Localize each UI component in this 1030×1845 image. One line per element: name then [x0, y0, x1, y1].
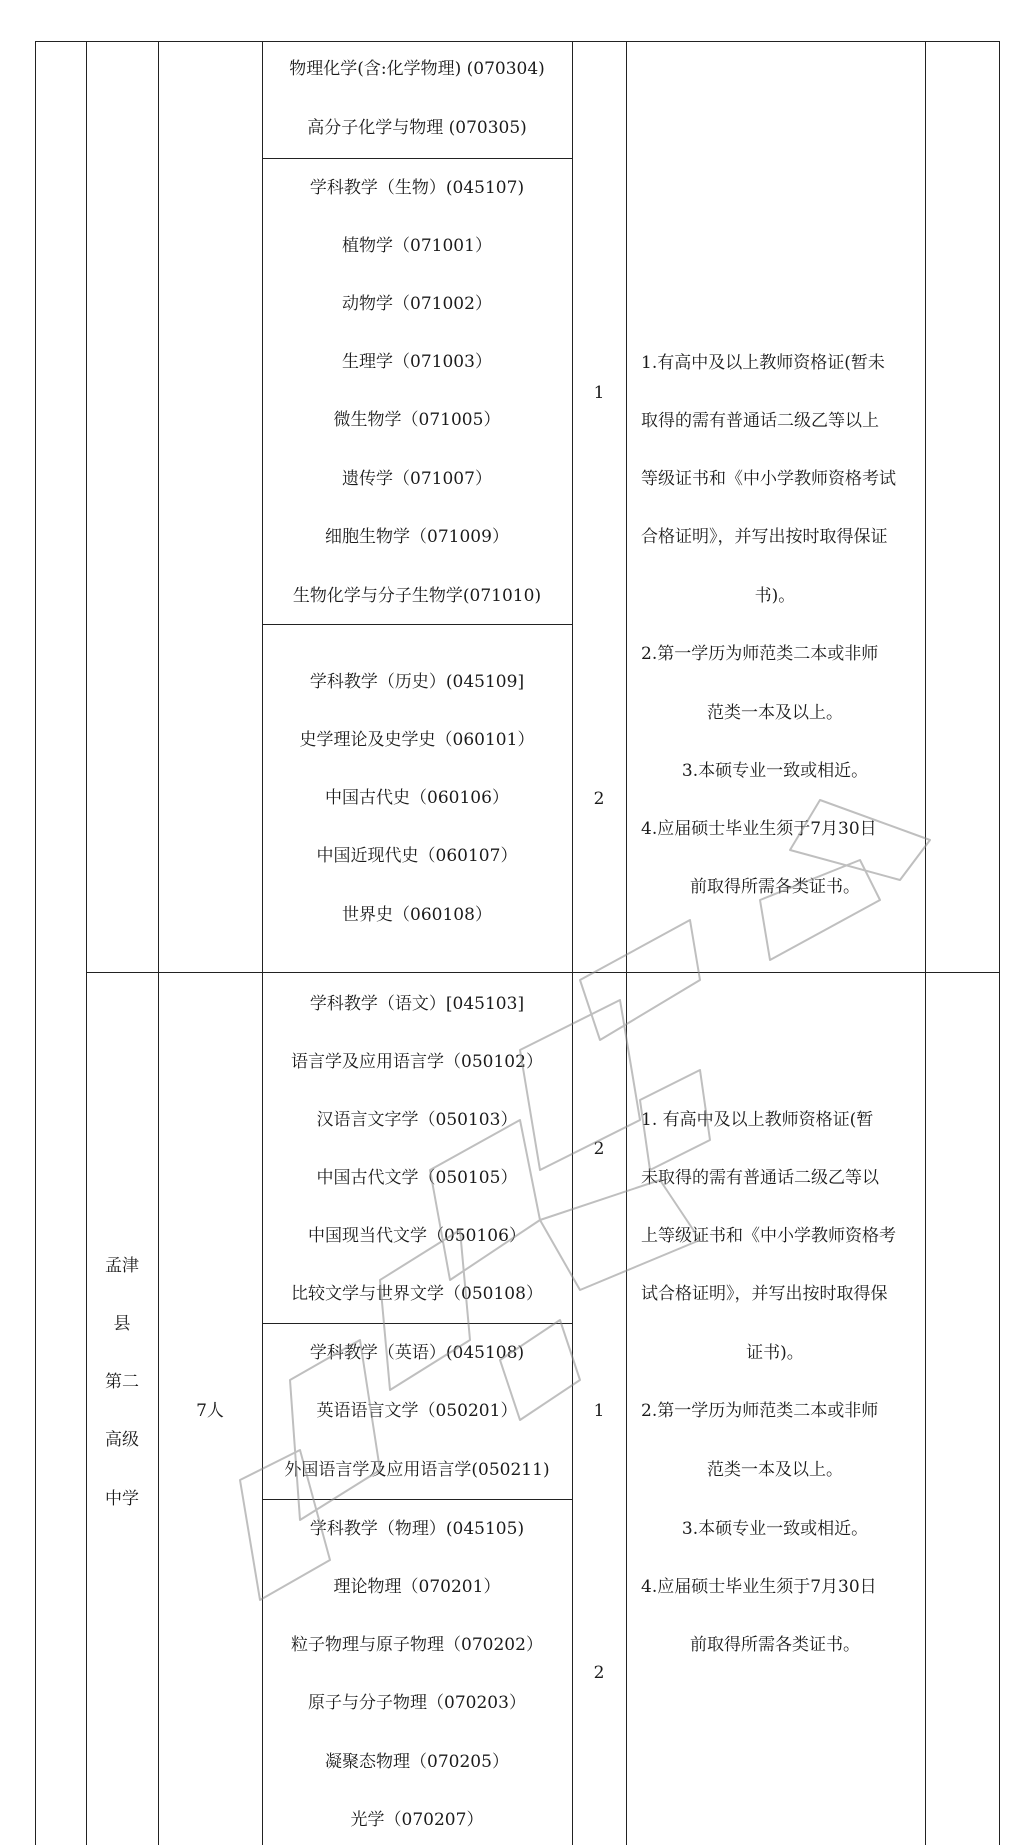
- major-item: 英语语言文学（050201）: [316, 1401, 518, 1421]
- col-line-1: [35, 41, 36, 1845]
- major-item: 微生物学（071005）: [333, 410, 501, 430]
- position-count: 1: [593, 1401, 605, 1421]
- row-divider-5: [262, 1499, 572, 1500]
- col-line-2: [86, 41, 87, 1845]
- major-item: 中国现当代文学（050106）: [308, 1226, 526, 1246]
- major-item: 学科教学（生物）(045107): [309, 178, 525, 198]
- col-line-4: [262, 41, 263, 1845]
- position-count: 2: [593, 1663, 605, 1683]
- requirement-line: 范类一本及以上。: [707, 703, 843, 723]
- major-item: 中国近现代史（060107）: [316, 846, 518, 866]
- school-name-line: 中学: [105, 1489, 139, 1509]
- requirement-line: 4.应届硕士毕业生须于7月30日: [641, 1577, 877, 1597]
- requirement-line: 等级证书和《中小学教师资格考试: [641, 469, 896, 489]
- requirement-line: 2.第一学历为师范类二本或非师: [641, 1401, 879, 1421]
- row-divider-2: [262, 624, 572, 625]
- col-line-8: [999, 41, 1000, 1845]
- major-item: 学科教学（英语）(045108): [309, 1343, 525, 1363]
- major-item: 比较文学与世界文学（050108）: [291, 1284, 543, 1304]
- col-line-7: [925, 41, 926, 1845]
- major-item: 细胞生物学（071009）: [325, 527, 509, 547]
- major-item: 学科教学（历史）(045109]: [309, 672, 525, 692]
- major-item: 汉语言文字学（050103）: [316, 1110, 518, 1130]
- requirement-line: 2.第一学历为师范类二本或非师: [641, 644, 879, 664]
- major-item: 史学理论及史学史（060101）: [299, 730, 535, 750]
- col-line-6: [626, 41, 627, 1845]
- major-item: 凝聚态物理（070205）: [325, 1752, 509, 1772]
- school-name-line: 县: [113, 1314, 131, 1334]
- major-item: 高分子化学与物理 (070305): [307, 118, 527, 138]
- requirement-line: 前取得所需各类证书。: [690, 877, 860, 897]
- major-item: 中国古代史（060106）: [325, 788, 509, 808]
- position-count: 2: [593, 789, 605, 809]
- requirement-line: 书)。: [754, 586, 796, 606]
- major-item: 学科教学（物理）(045105): [309, 1519, 525, 1539]
- row-divider-3: [86, 972, 999, 973]
- requirement-line: 前取得所需各类证书。: [690, 1635, 860, 1655]
- major-item: 粒子物理与原子物理（070202）: [291, 1635, 543, 1655]
- requirement-line: 1. 有高中及以上教师资格证(暂: [641, 1110, 874, 1130]
- requirement-line: 取得的需有普通话二级乙等以上: [641, 411, 879, 431]
- position-count: 1: [593, 383, 605, 403]
- requirement-line: 1.有高中及以上教师资格证(暂未: [641, 353, 885, 373]
- school-name-line: 第二: [105, 1372, 139, 1392]
- headcount: 7人: [196, 1401, 224, 1421]
- requirement-line: 证书)。: [746, 1343, 804, 1363]
- col-line-5: [572, 41, 573, 1845]
- major-item: 生物化学与分子生物学(071010): [292, 586, 542, 606]
- major-item: 理论物理（070201）: [333, 1577, 501, 1597]
- requirement-line: 3.本硕专业一致或相近。: [681, 761, 869, 781]
- major-item: 动物学（071002）: [342, 294, 492, 314]
- school-name-line: 孟津: [105, 1256, 139, 1276]
- major-item: 语言学及应用语言学（050102）: [291, 1052, 543, 1072]
- requirement-line: 范类一本及以上。: [707, 1460, 843, 1480]
- major-item: 原子与分子物理（070203）: [308, 1693, 526, 1713]
- row-divider-1: [262, 158, 572, 159]
- requirement-line: 试合格证明》，并写出按时取得保: [641, 1284, 888, 1304]
- requirement-line: 上等级证书和《中小学教师资格考: [641, 1226, 896, 1246]
- major-item: 外国语言学及应用语言学(050211): [284, 1460, 550, 1480]
- row-divider-4: [262, 1323, 572, 1324]
- table-top-border: [35, 41, 999, 42]
- requirement-line: 未取得的需有普通话二级乙等以: [641, 1168, 879, 1188]
- major-item: 中国古代文学（050105）: [316, 1168, 518, 1188]
- requirement-line: 合格证明》，并写出按时取得保证: [641, 527, 888, 547]
- major-item: 学科教学（语文）[045103]: [309, 994, 525, 1014]
- col-line-3: [158, 41, 159, 1845]
- major-item: 植物学（071001）: [342, 236, 492, 256]
- position-count: 2: [593, 1139, 605, 1159]
- major-item: 生理学（071003）: [342, 352, 492, 372]
- school-name-line: 高级: [105, 1430, 139, 1450]
- major-item: 世界史（060108）: [342, 905, 492, 925]
- requirement-line: 4.应届硕士毕业生须于7月30日: [641, 819, 877, 839]
- major-item: 遗传学（071007）: [342, 469, 492, 489]
- major-item: 物理化学(含:化学物理) (070304): [289, 59, 545, 79]
- major-item: 光学（070207）: [350, 1810, 484, 1830]
- requirement-line: 3.本硕专业一致或相近。: [681, 1519, 869, 1539]
